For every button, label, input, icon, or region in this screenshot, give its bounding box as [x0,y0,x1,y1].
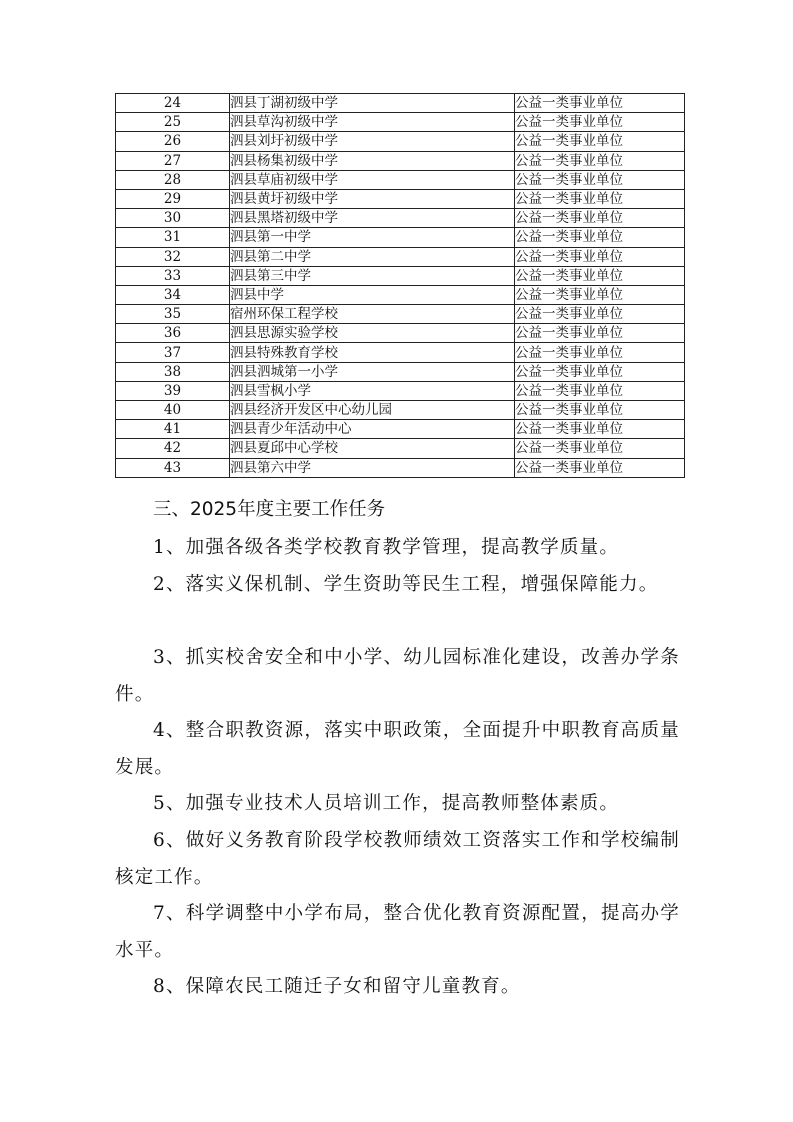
unit-name-cell: 泗县泗城第一小学 [230,362,515,381]
table-row [116,343,685,362]
units-table [115,93,685,478]
unit-name-cell: 泗县草沟初级中学 [230,113,515,132]
table-row [116,113,685,132]
section-title: 三、2025年度主要工作任务 [153,499,386,520]
row-number-cell: 37 [116,343,230,362]
row-number-cell: 27 [116,151,230,170]
table-row [116,381,685,400]
unit-type-cell: 公益一类事业单位 [515,458,685,477]
unit-type-cell: 公益一类事业单位 [515,381,685,400]
unit-name-cell: 泗县杨集初级中学 [230,151,515,170]
table-row [116,305,685,324]
table-row [116,228,685,247]
unit-name-cell: 宿州环保工程学校 [230,305,515,324]
task-item-8: 8、保障农民工随迁子女和留守儿童教育。 [153,976,521,997]
row-number-cell: 25 [116,113,230,132]
table-row [116,266,685,285]
row-number-cell: 31 [116,228,230,247]
unit-type-cell: 公益一类事业单位 [515,132,685,151]
table-row [116,94,685,113]
row-number-cell: 24 [116,94,230,113]
unit-type-cell: 公益一类事业单位 [515,209,685,228]
row-number-cell: 28 [116,170,230,189]
row-number-cell: 38 [116,362,230,381]
table-row [116,132,685,151]
row-number-cell: 32 [116,247,230,266]
unit-name-cell: 泗县第一中学 [230,228,515,247]
unit-type-cell: 公益一类事业单位 [515,170,685,189]
unit-name-cell: 泗县第二中学 [230,247,515,266]
table-row [116,439,685,458]
unit-type-cell: 公益一类事业单位 [515,343,685,362]
row-number-cell: 36 [116,324,230,343]
units-table-body [116,94,685,478]
unit-type-cell: 公益一类事业单位 [515,247,685,266]
unit-type-cell: 公益一类事业单位 [515,113,685,132]
unit-name-cell: 泗县思源实验学校 [230,324,515,343]
unit-name-cell: 泗县黄圩初级中学 [230,189,515,208]
unit-type-cell: 公益一类事业单位 [515,420,685,439]
unit-type-cell: 公益一类事业单位 [515,305,685,324]
unit-type-cell: 公益一类事业单位 [515,266,685,285]
task-item-7: 7、科学调整中小学布局，整合优化教育资源配置，提高办学水平。 [115,903,680,961]
row-number-cell: 26 [116,132,230,151]
row-number-cell: 42 [116,439,230,458]
table-row [116,170,685,189]
unit-name-cell: 泗县草庙初级中学 [230,170,515,189]
unit-name-cell: 泗县特殊教育学校 [230,343,515,362]
task-item-2: 2、落实义保机制、学生资助等民生工程，增强保障能力。 [153,574,659,595]
table-row [116,247,685,266]
unit-type-cell: 公益一类事业单位 [515,401,685,420]
unit-type-cell: 公益一类事业单位 [515,362,685,381]
unit-name-cell: 泗县中学 [230,285,515,304]
unit-type-cell: 公益一类事业单位 [515,324,685,343]
unit-name-cell: 泗县丁湖初级中学 [230,94,515,113]
unit-name-cell: 泗县第六中学 [230,458,515,477]
table-row [116,458,685,477]
row-number-cell: 34 [116,285,230,304]
unit-name-cell: 泗县青少年活动中心 [230,420,515,439]
table-row [116,324,685,343]
row-number-cell: 41 [116,420,230,439]
unit-name-cell: 泗县刘圩初级中学 [230,132,515,151]
row-number-cell: 29 [116,189,230,208]
unit-type-cell: 公益一类事业单位 [515,189,685,208]
table-row [116,189,685,208]
unit-type-cell: 公益一类事业单位 [515,228,685,247]
table-row [116,420,685,439]
task-item-3: 3、抓实校舍安全和中小学、幼儿园标准化建设，改善办学条件。 [115,647,680,705]
table-row [116,401,685,420]
unit-type-cell: 公益一类事业单位 [515,151,685,170]
task-item-6: 6、做好义务教育阶段学校教师绩效工资落实工作和学校编制核定工作。 [115,830,680,888]
unit-name-cell: 泗县经济开发区中心幼儿园 [230,401,515,420]
task-item-4: 4、整合职教资源，落实中职政策，全面提升中职教育高质量发展。 [115,720,680,778]
unit-type-cell: 公益一类事业单位 [515,94,685,113]
row-number-cell: 33 [116,266,230,285]
row-number-cell: 35 [116,305,230,324]
row-number-cell: 43 [116,458,230,477]
table-row [116,362,685,381]
task-item-5: 5、加强专业技术人员培训工作，提高教师整体素质。 [153,793,620,814]
row-number-cell: 39 [116,381,230,400]
unit-name-cell: 泗县黑塔初级中学 [230,209,515,228]
table-row [116,285,685,304]
table-row [116,151,685,170]
unit-name-cell: 泗县夏邱中心学校 [230,439,515,458]
task-item-1: 1、加强各级各类学校教育教学管理，提高教学质量。 [153,537,620,558]
unit-name-cell: 泗县第三中学 [230,266,515,285]
unit-type-cell: 公益一类事业单位 [515,439,685,458]
unit-type-cell: 公益一类事业单位 [515,285,685,304]
row-number-cell: 30 [116,209,230,228]
table-row [116,209,685,228]
row-number-cell: 40 [116,401,230,420]
unit-name-cell: 泗县雪枫小学 [230,381,515,400]
